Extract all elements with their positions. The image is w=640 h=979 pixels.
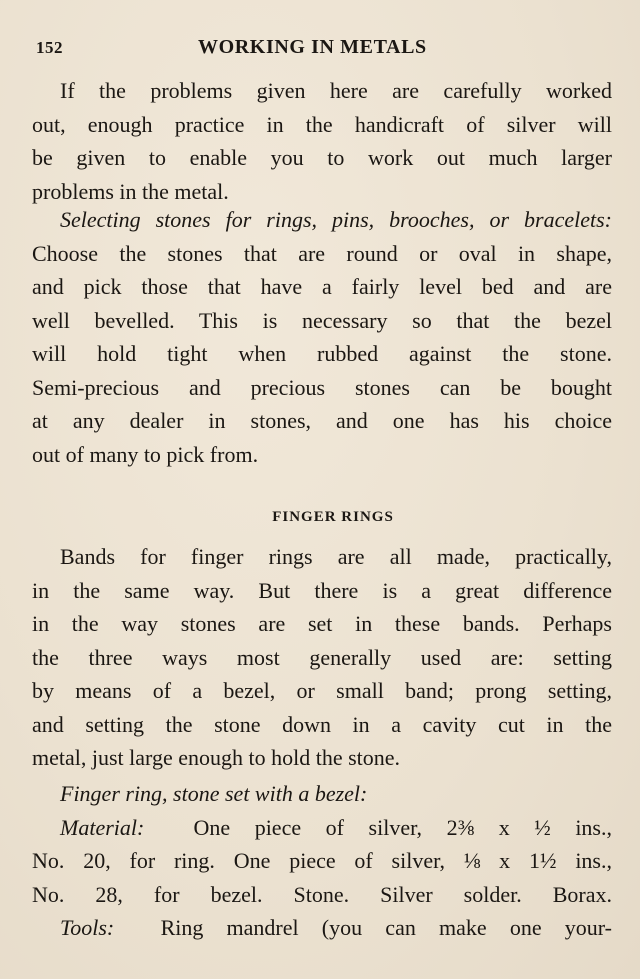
project-title: Finger ring, stone set with a bezel: <box>60 781 368 806</box>
text-line: out, enough practice in the handicraft of silver will <box>32 111 612 137</box>
material-line <box>32 811 612 845</box>
material-text: One piece of silver, 2⅜ x ½ ins., <box>193 814 612 840</box>
finger-rings-paragraph <box>32 540 612 775</box>
text-line: by means of a bezel, or small band; prong setting, <box>32 678 612 703</box>
page-number: 152 <box>36 38 63 57</box>
text-line: metal, just large enough to hold the stone. <box>32 745 401 770</box>
text-line: in the way stones are set in these bands. Perhaps <box>32 611 612 636</box>
selecting-stones-lead: Selecting stones for rings, pins, brooches, or bracelets: <box>60 207 612 232</box>
running-head <box>36 36 612 62</box>
text-line: No. 20, for ring. One piece of silver, ⅛ x 1½ ins., <box>32 848 612 873</box>
material-label: Material: <box>60 814 145 840</box>
selecting-stones-paragraph <box>32 203 612 471</box>
tools-line <box>32 911 612 945</box>
text-line: Choose the stones that are round or oval in shape, <box>32 240 612 266</box>
tools-text: Ring mandrel (you can make one your- <box>160 915 612 940</box>
text-line: at any dealer in stones, and one has his choice <box>32 408 612 433</box>
text-line: out of many to pick from. <box>32 441 259 467</box>
text-line: problems in the metal. <box>32 178 229 204</box>
text-line: Bands for finger rings are all made, practically, <box>60 544 612 569</box>
tools-label: Tools: <box>60 915 115 940</box>
text-line: Semi-precious and precious stones can be bought <box>32 374 612 400</box>
text-line: the three ways most generally used are: setting <box>32 644 612 670</box>
text-line: well bevelled. This is necessary so that the bezel <box>32 307 612 333</box>
text-line: and setting the stone down in a cavity cut in the <box>32 711 612 737</box>
running-title: WORKING IN METALS <box>198 36 427 58</box>
section-heading: FINGER RINGS <box>272 509 394 525</box>
text-line: will hold tight when rubbed against the stone. <box>32 341 612 366</box>
text-line: No. 28, for bezel. Stone. Silver solder. Borax. <box>32 881 612 907</box>
text-line: and pick those that have a fairly level bed and are <box>32 274 612 299</box>
project-bezel-ring <box>32 777 612 945</box>
text-line: be given to enable you to work out much larger <box>32 145 612 170</box>
text-line: in the same way. But there is a great difference <box>32 577 612 603</box>
intro-paragraph <box>32 74 612 208</box>
text-line: If the problems given here are carefully worked <box>60 78 612 103</box>
